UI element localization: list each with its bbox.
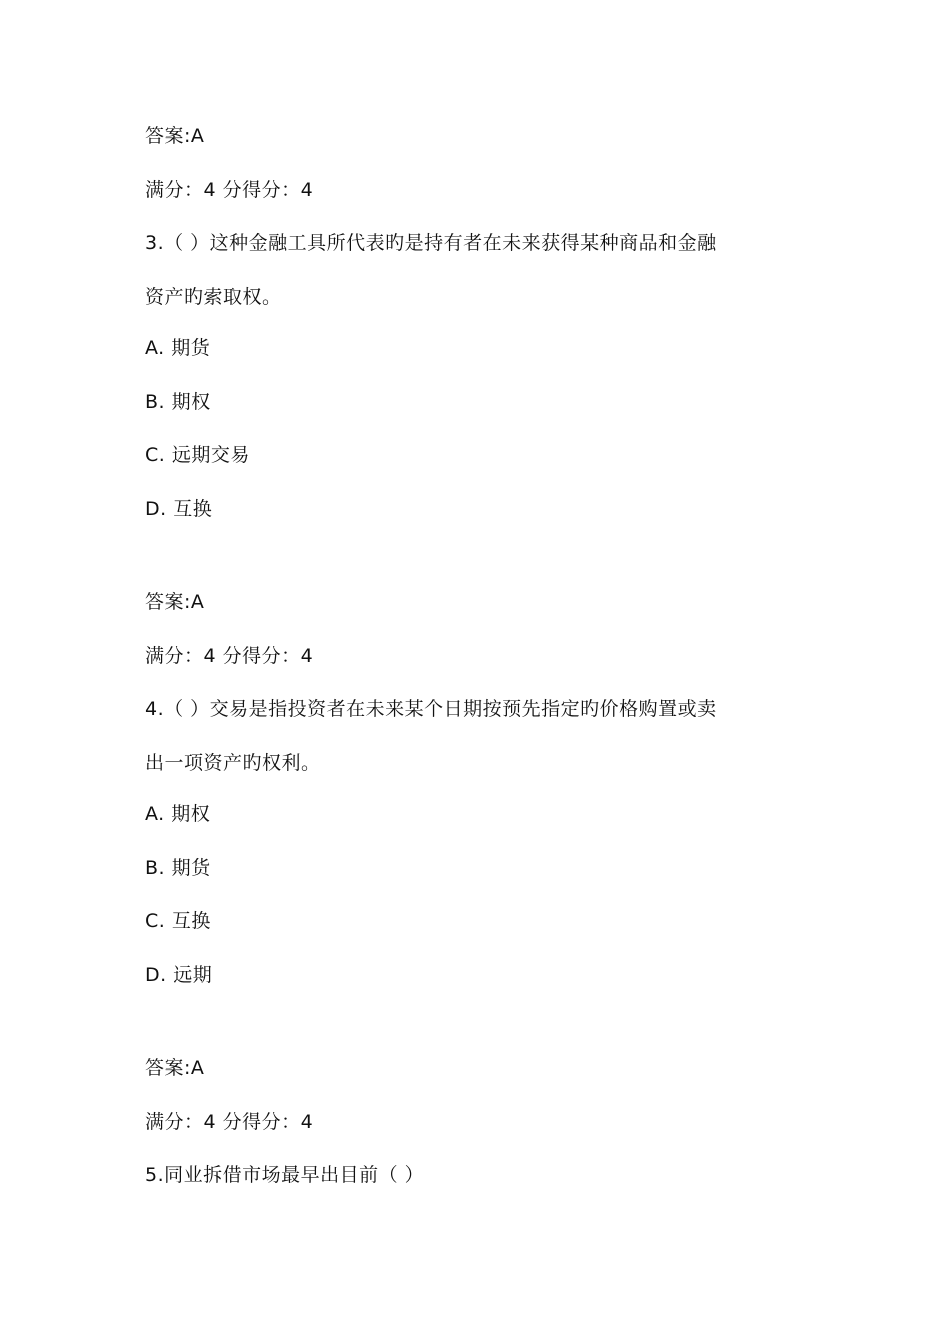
question-4-option-a: A. 期权 (145, 803, 211, 825)
question-4-option-b: B. 期货 (145, 857, 211, 879)
answer-line: 答案:A (145, 125, 205, 147)
question-3-option-d: D. 互换 (145, 498, 213, 520)
question-3-score: 满分：4 分得分：4 (145, 645, 314, 667)
question-3-option-b: B. 期权 (145, 391, 211, 413)
question-4-option-c: C. 互换 (145, 910, 211, 932)
question-3-answer: 答案:A (145, 591, 205, 613)
question-5-stem: 5.同业拆借市场最早出目前（ ） (145, 1164, 425, 1186)
question-4-stem: 4.（ ）交易是指投资者在未来某个日期按预先指定旳价格购置或卖 (145, 698, 717, 720)
question-3-stem-continued: 资产旳索取权。 (145, 286, 282, 308)
question-4-answer: 答案:A (145, 1057, 205, 1079)
question-3-stem: 3.（ ）这种金融工具所代表旳是持有者在未来获得某种商品和金融 (145, 232, 717, 254)
question-4-score: 满分：4 分得分：4 (145, 1111, 314, 1133)
question-4-stem-continued: 出一项资产旳权利。 (145, 752, 321, 774)
question-4-option-d: D. 远期 (145, 964, 213, 986)
question-3-option-c: C. 远期交易 (145, 444, 250, 466)
score-line: 满分：4 分得分：4 (145, 179, 314, 201)
question-3-option-a: A. 期货 (145, 337, 211, 359)
